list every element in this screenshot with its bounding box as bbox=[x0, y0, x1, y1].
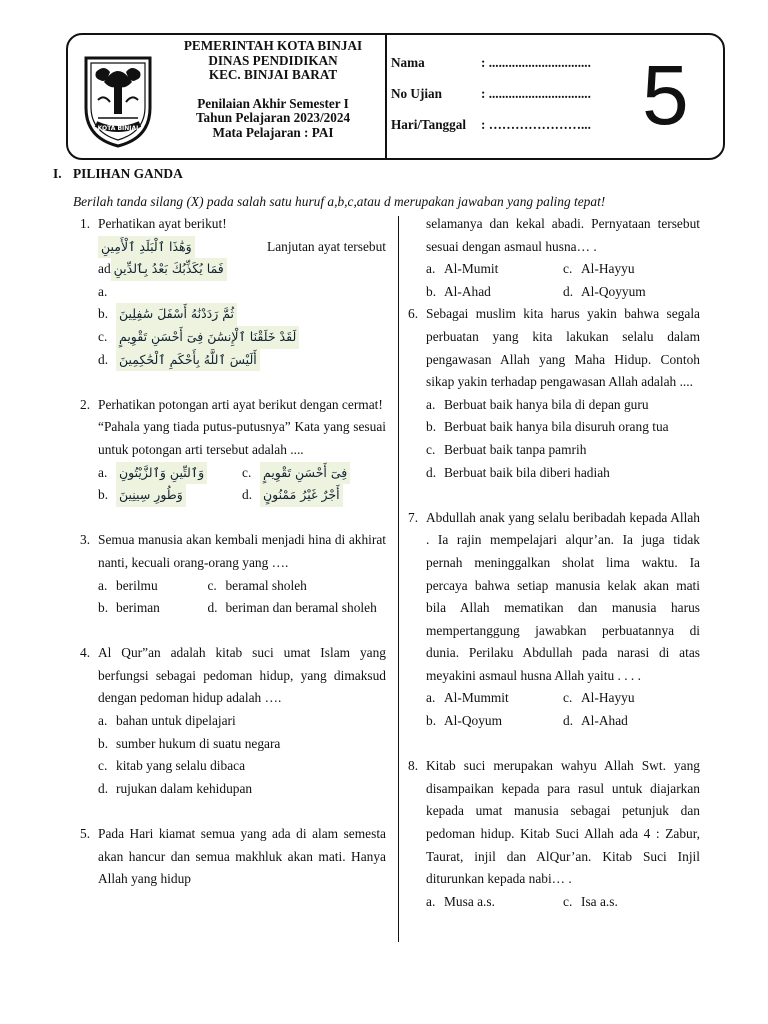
option-a[interactable]: a. berilmu bbox=[98, 577, 158, 593]
option-b[interactable]: b. Al-Qoyum bbox=[426, 713, 503, 729]
column-divider bbox=[398, 216, 399, 942]
ayat-line: وَهَٰذَا ٱلْبَلَدِ ٱلْأَمِينِ bbox=[98, 236, 195, 259]
question-1: 1. Perhatikan ayat berikut! وَهَٰذَا ٱلْبَلَدِ ٱلْأَمِينِ Lanjutan ayat tersebut ad فَمَا يُكَذِّبُكَ بَعْدُ بِٱلدِّينِ a. b. ثُمَّ رَدَدْنَٰهُ أَسْفَلَ سَٰفِلِينَ c. لَقَدْ خَلَقْنَا ٱلْإِنسَٰنَ فِىٓ أَحْسَنِ تَقْوِيمٍ d. أَلَيْسَ ٱللَّهُ بِأَحْكَمِ ٱلْحَٰكِمِينَ bbox=[80, 213, 386, 371]
question-7: 7. Abdullah anak yang selalu beribadah kepada Allah . Ia rajin mempelajari alqur’an. Ia juga tidak pernah meninggalkan sholat lima waktu. Ia percaya bahwa setiap manusia kelak akan mati bila Allah mematikan dan manusia harus mempertanggung jawabkan perbuatannya di dunia. Perilaku Abdullah pada narasi di atas meyakini asmaul husna Allah yaitu . . . . a. Al-Mummit c. Al-Hayyu b. Al-Qoyum d. Al-Ahad bbox=[408, 507, 700, 733]
option-a[interactable]: a. bahan untuk dipelajari bbox=[98, 713, 236, 729]
option-c[interactable]: c. kitab yang selalu dibaca bbox=[98, 758, 246, 774]
option-c[interactable]: c. لَقَدْ خَلَقْنَا ٱلْإِنسَٰنَ فِىٓ أَحْسَنِ تَقْوِيمٍ bbox=[98, 326, 386, 349]
left-column bbox=[80, 213, 386, 891]
question-2: 2. Perhatikan potongan arti ayat berikut dengan cermat! “Pahala yang tiada putus-putusnya” Kata yang sesuai untuk potongan arti tersebut adalah .... a. وَٱلتِّينِ وَٱلزَّيْتُونِ c. فِىٓ أَحْسَنِ تَقْوِيمٍ b. وَطُورِ سِينِينَ d. أَجْرٌ غَيْرُ مَمْنُونٍ bbox=[80, 394, 386, 507]
exam-line: Tahun Pelajaran 2023/2024 bbox=[195, 110, 351, 126]
svg-text:KOTA BINJAI: KOTA BINJAI bbox=[97, 125, 139, 132]
option-d[interactable]: d. rujukan dalam kehidupan bbox=[98, 780, 253, 796]
header-divider bbox=[385, 35, 387, 158]
option-c[interactable]: c. Berbuat baik tanpa pamrih bbox=[426, 441, 587, 457]
question-5: 5. Pada Hari kiamat semua yang ada di alam semesta akan hancur dan semua makhluk akan mati. Hanya Allah yang hidup bbox=[80, 826, 386, 887]
option-d[interactable]: d. beriman dan beramal sholeh bbox=[207, 600, 377, 616]
ayat-line: فَمَا يُكَذِّبُكَ بَعْدُ بِٱلدِّينِ bbox=[111, 258, 227, 281]
option-c[interactable]: c. beramal sholeh bbox=[207, 577, 307, 593]
option-a[interactable]: a. bbox=[98, 283, 108, 299]
option-c[interactable]: c. Al-Hayyu bbox=[563, 261, 635, 277]
name-field[interactable]: Nama : ............................... bbox=[391, 55, 591, 70]
option-b[interactable]: b. Berbuat baik hanya bila disuruh orang tua bbox=[426, 419, 669, 435]
option-a[interactable]: a. Al-Mumit bbox=[426, 261, 499, 277]
school-line: DINAS PENDIDIKAN bbox=[208, 52, 338, 68]
option-a[interactable]: a. Berbuat baik hanya bila di depan guru bbox=[426, 396, 649, 412]
option-d[interactable]: d. Berbuat baik bila diberi hadiah bbox=[426, 464, 610, 480]
right-column bbox=[408, 213, 700, 913]
option-c[interactable]: c. فِىٓ أَحْسَنِ تَقْوِيمٍ bbox=[242, 462, 386, 485]
question-5-continued: selamanya dan kekal abadi. Pernyataan tersebut sesuai dengan asmaul husna… . a. Al-Mumit c. Al-Hayyu b. Al-Ahad d. Al-Qoyyum bbox=[408, 213, 700, 303]
exam-number-field[interactable]: No Ujian : ............................... bbox=[391, 86, 591, 101]
exam-code: 5 bbox=[642, 48, 689, 142]
school-identity bbox=[163, 39, 383, 141]
option-d[interactable]: d. أَلَيْسَ ٱللَّهُ بِأَحْكَمِ ٱلْحَٰكِمِينَ bbox=[98, 349, 386, 372]
option-d[interactable]: d. أَجْرٌ غَيْرُ مَمْنُونٍ bbox=[242, 484, 386, 507]
question-4: 4. Al Qur”an adalah kitab suci umat Islam yang berfungsi sebagai pedoman hidup, yang dimaksud dengan pedoman hidup adalah …. a. bahan untuk dipelajari b. sumber hukum di suatu negara c. kitab yang selalu dibaca d. rujukan dalam kehidupan bbox=[80, 642, 386, 800]
section-title: I. PILIHAN GANDA bbox=[53, 166, 183, 181]
option-a[interactable]: a. وَٱلتِّينِ وَٱلزَّيْتُونِ bbox=[98, 462, 242, 485]
option-a[interactable]: a. Musa a.s. bbox=[426, 893, 495, 909]
option-b[interactable]: b. sumber hukum di suatu negara bbox=[98, 735, 281, 751]
kota-binjai-logo bbox=[80, 50, 156, 150]
exam-header bbox=[66, 33, 725, 160]
option-b[interactable]: b. ثُمَّ رَدَدْنَٰهُ أَسْفَلَ سَٰفِلِينَ bbox=[98, 303, 386, 326]
option-d[interactable]: d. Al-Qoyyum bbox=[563, 283, 646, 299]
exam-line: Penilaian Akhir Semester I bbox=[197, 95, 349, 111]
school-line: PEMERINTAH KOTA BINJAI bbox=[183, 38, 363, 53]
option-b[interactable]: b. Al-Ahad bbox=[426, 283, 491, 299]
option-c[interactable]: c. Al-Hayyu bbox=[563, 690, 635, 706]
option-b[interactable]: b. وَطُورِ سِينِينَ bbox=[98, 484, 242, 507]
option-c[interactable]: c. Isa a.s. bbox=[563, 893, 618, 909]
question-3: 3. Semua manusia akan kembali menjadi hina di akhirat nanti, kecuali orang-orang yang …. a. berilmu c. beramal sholeh b. beriman d. beriman dan beramal sholeh bbox=[80, 529, 386, 619]
exam-line: Mata Pelajaran : PAI bbox=[212, 124, 334, 140]
option-b[interactable]: b. beriman bbox=[98, 600, 160, 616]
option-a[interactable]: a. Al-Mummit bbox=[426, 690, 509, 706]
instruction-text: Berilah tanda silang (X) pada salah satu huruf a,b,c,atau d merupakan jawaban yang paling tepat! bbox=[73, 194, 606, 209]
school-line: KEC. BINJAI BARAT bbox=[208, 67, 338, 83]
option-d[interactable]: d. Al-Ahad bbox=[563, 713, 628, 729]
date-field[interactable]: Hari/Tanggal : …………………... bbox=[391, 117, 591, 132]
question-6: 6. Sebagai muslim kita harus yakin bahwa segala perbuatan yang kita lakukan selalu dalam pengawasan Allah yang Maha Hidup. Contoh sikap yakin terhadap pengawasan Allah adalah .... a. Berbuat baik hanya bila di depan guru b. Berbuat baik hanya bila disuruh orang tua c. Berbuat baik tanpa pamrih d. Berbuat baik bila diberi hadiah bbox=[408, 303, 700, 484]
question-8: 8. Kitab suci merupakan wahyu Allah Swt. yang disampaikan kepada para rasul untuk diajarkan kepada umat manusia sebagai petunjuk dan pedoman hidup. Kitab Suci Allah ada 4 : Zabur, Taurat, injil dan AlQur’an. Kitab Suci Injil diturunkan kepada nabi… . a. Musa a.s. c. Isa a.s. bbox=[408, 755, 700, 913]
